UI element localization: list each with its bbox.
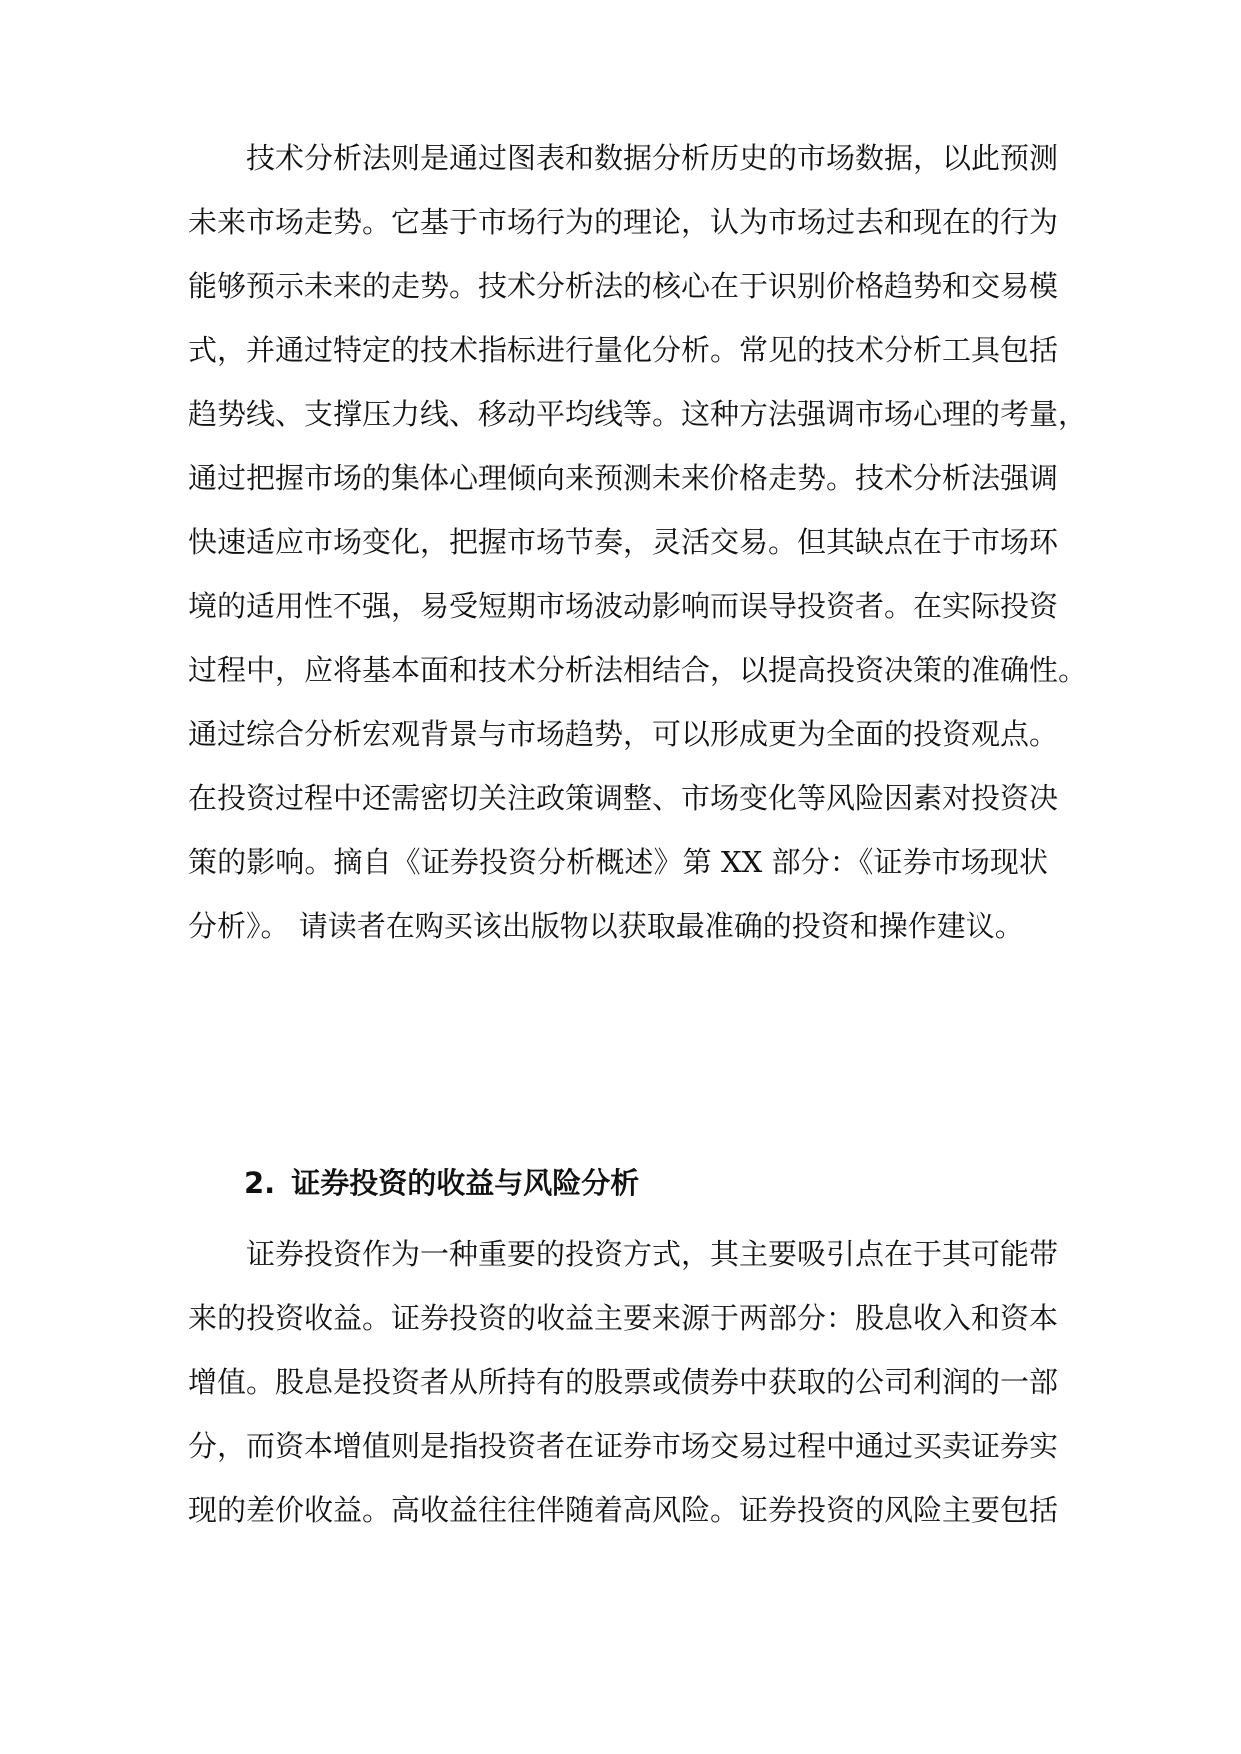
- paragraph-line: 技术分析法则是通过图表和数据分析历史的市场数据，以此预测: [246, 141, 1059, 175]
- paragraph-line: 来的投资收益。证券投资的收益主要来源于两部分：股息收入和资本: [188, 1301, 1059, 1335]
- paragraph-line: 分析》。 请读者在购买该出版物以获取最准确的投资和操作建议。: [188, 909, 1024, 943]
- paragraph-line: 通过把握市场的集体心理倾向来预测未来价格走势。技术分析法强调: [188, 461, 1059, 495]
- paragraph-line: 证券投资作为一种重要的投资方式，其主要吸引点在于其可能带: [246, 1237, 1059, 1271]
- paragraph-line: 快速适应市场变化，把握市场节奏，灵活交易。但其缺点在于市场环: [188, 525, 1059, 559]
- paragraph-line: 通过综合分析宏观背景与市场趋势，可以形成更为全面的投资观点。: [188, 717, 1059, 751]
- paragraph-line: 增值。股息是投资者从所持有的股票或债券中获取的公司利润的一部: [188, 1365, 1059, 1399]
- section-number: 2.: [244, 1166, 276, 1200]
- paragraph-line: 未来市场走势。它基于市场行为的理论，认为市场过去和现在的行为: [188, 205, 1059, 239]
- paragraph-line: 在投资过程中还需密切关注政策调整、市场变化等风险因素对投资决: [188, 781, 1059, 815]
- paragraph-line: 趋势线、支撑压力线、移动平均线等。这种方法强调市场心理的考量，: [188, 397, 1088, 431]
- paragraph-line: 过程中，应将基本面和技术分析法相结合，以提高投资决策的准确性。: [188, 653, 1088, 687]
- paragraph-line: 策的影响。摘自《证券投资分析概述》第 XX 部分：《证券市场现状: [188, 845, 1048, 879]
- paragraph-line: 能够预示未来的走势。技术分析法的核心在于识别价格趋势和交易模: [188, 269, 1059, 303]
- section-heading: [244, 1163, 639, 1203]
- paragraph-line: 现的差价收益。高收益往往伴随着高风险。证券投资的风险主要包括: [188, 1493, 1059, 1527]
- section-title: 证券投资的收益与风险分析: [291, 1166, 640, 1200]
- paragraph-line: 分，而资本增值则是指投资者在证券市场交易过程中通过买卖证券实: [188, 1429, 1059, 1463]
- paragraph-line: 式，并通过特定的技术指标进行量化分析。常见的技术分析工具包括: [188, 333, 1059, 367]
- paragraph-line: 境的适用性不强，易受短期市场波动影响而误导投资者。在实际投资: [188, 589, 1059, 623]
